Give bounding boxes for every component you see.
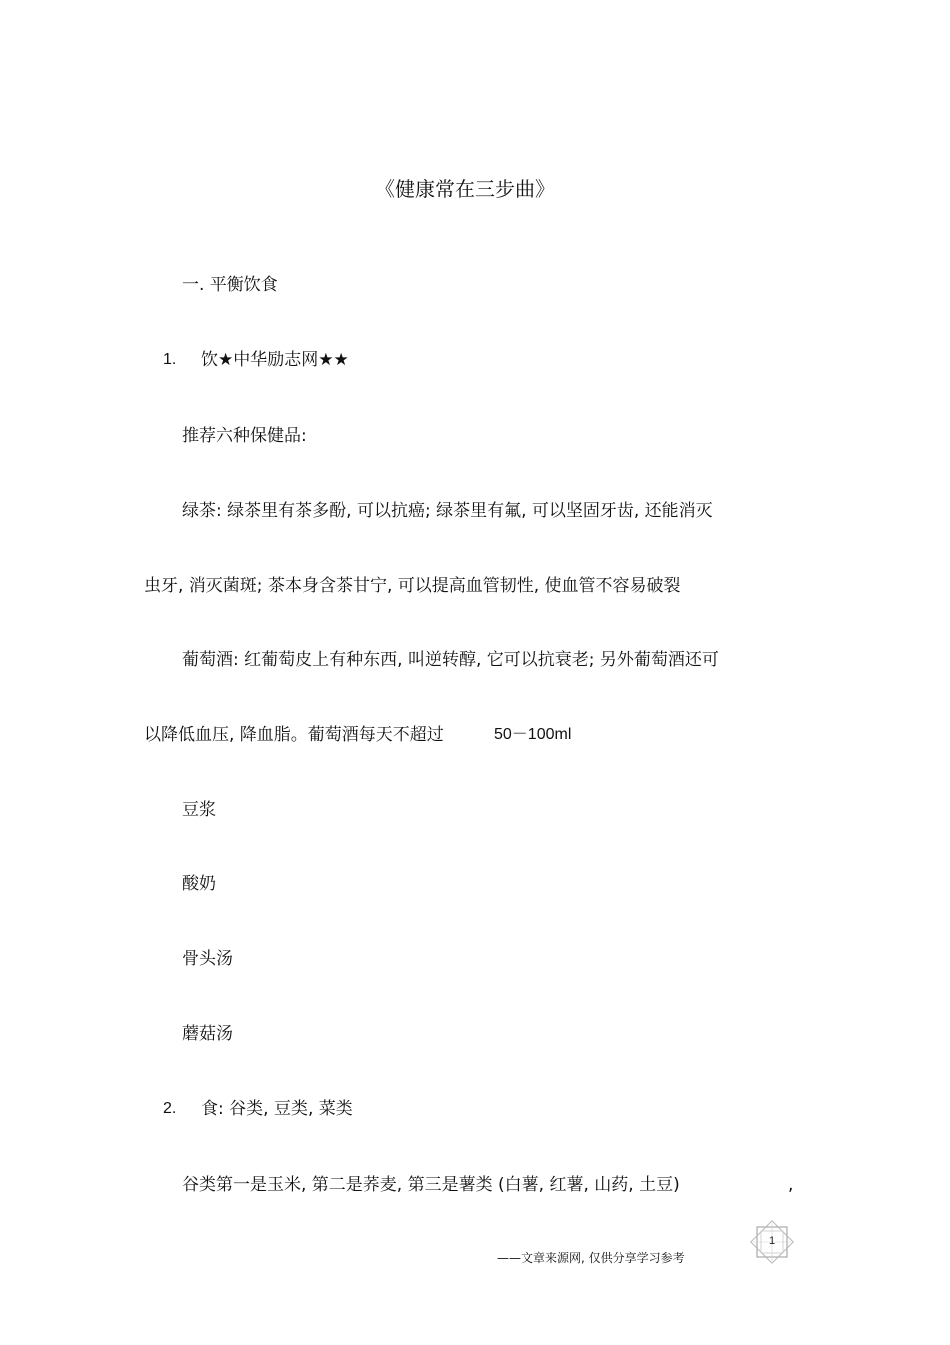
list-item-drink: 饮★中华励志网★★ — [201, 350, 349, 370]
footer-source-note: ——文章来源网, 仅供分享学习参考 — [497, 1251, 685, 1265]
document-title: 《健康常在三步曲》 — [375, 177, 555, 201]
list-number-1: 1. — [163, 351, 177, 368]
paragraph-green-tea-line-2: 虫牙, 消灭菌斑; 茶本身含茶甘宁, 可以提高血管韧性, 使血管不容易破裂 — [144, 576, 681, 596]
page-number: 1 — [768, 1235, 776, 1247]
page-number-badge — [749, 1219, 795, 1265]
item-yogurt: 酸奶 — [182, 874, 216, 894]
paragraph-wine-line-1: 葡萄酒: 红葡萄皮上有种东西, 叫逆转醇, 它可以抗衰老; 另外葡萄酒还可 — [182, 650, 719, 670]
paragraph-recommend: 推荐六种保健品: — [182, 426, 307, 446]
item-bone-soup: 骨头汤 — [182, 949, 233, 969]
item-soy-milk: 豆浆 — [182, 800, 216, 820]
paragraph-green-tea-line-1: 绿茶: 绿茶里有茶多酚, 可以抗癌; 绿茶里有氟, 可以坚固牙齿, 还能消灭 — [182, 501, 713, 521]
list-number-2: 2. — [163, 1100, 177, 1117]
paragraph-grains-comma: , — [788, 1175, 794, 1195]
list-item-food: 食: 谷类, 豆类, 菜类 — [201, 1099, 353, 1119]
paragraph-wine-line-2: 以降低血压, 降血脂。葡萄酒每天不超过 — [144, 725, 444, 745]
wine-amount: 50－100ml — [494, 726, 572, 743]
paragraph-grains: 谷类第一是玉米, 第二是荞麦, 第三是薯类 (白薯, 红薯, 山药, 土豆) — [182, 1175, 680, 1195]
item-mushroom-soup: 蘑菇汤 — [182, 1024, 233, 1044]
section-heading-balanced-diet: 一. 平衡饮食 — [182, 275, 278, 295]
